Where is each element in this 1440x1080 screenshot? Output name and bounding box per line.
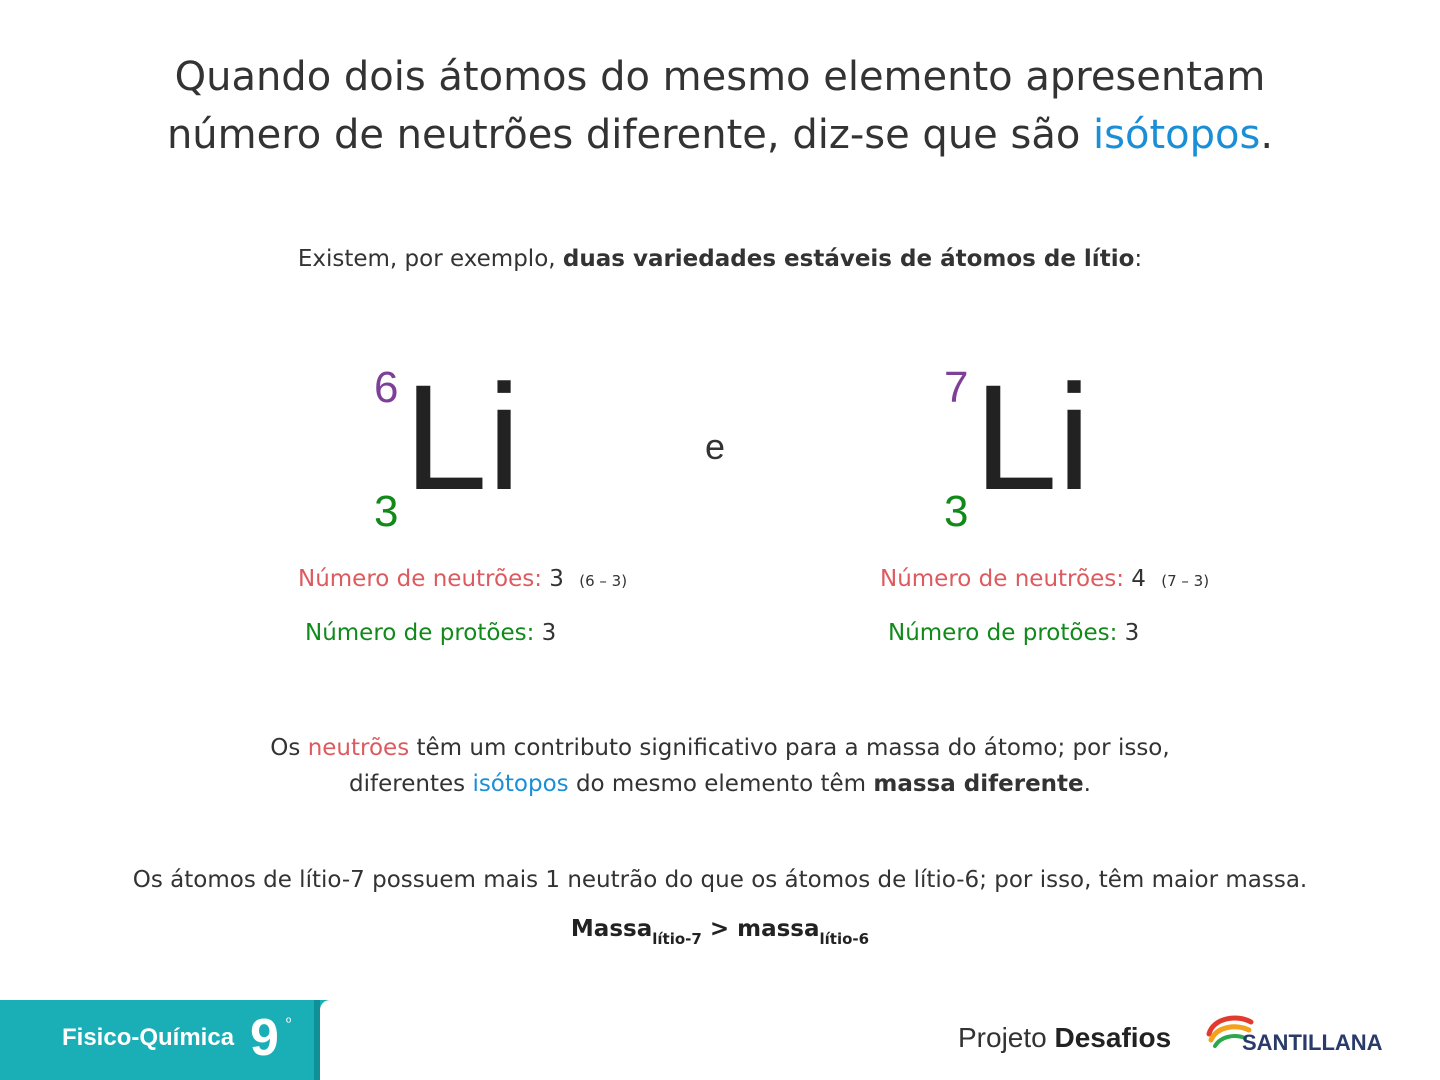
element-symbol: Li xyxy=(974,353,1091,521)
intro-prefix: Existem, por exemplo, xyxy=(297,246,563,272)
neutrons-calc: (7 – 3) xyxy=(1161,572,1210,590)
text-segment: têm um contributo significativo para a massa do átomo; por isso, xyxy=(409,735,1170,761)
subject-label: Fisico-Química xyxy=(62,1024,235,1051)
title-line-1: Quando dois átomos do mesmo elemento apresentam xyxy=(174,54,1266,100)
mass-right-subscript: lítio-6 xyxy=(819,930,870,948)
atomic-number: 3 xyxy=(374,487,399,536)
footer-subject-panel xyxy=(0,1000,314,1080)
title-line-2 xyxy=(0,106,1440,164)
highlight-neutroes: neutrões xyxy=(307,735,410,761)
text-segment: Os xyxy=(270,735,308,761)
atomic-number: 3 xyxy=(944,487,969,536)
paragraph-2-text: Os átomos de lítio-7 possuem mais 1 neutrão do que os átomos de lítio-6; por isso, têm maior massa. xyxy=(132,867,1308,893)
mass-left-subscript: lítio-7 xyxy=(652,930,702,948)
neutrons-label: Número de neutrões: xyxy=(298,566,542,592)
neutron-count-lithium-7 xyxy=(880,566,1209,592)
title-highlight-isotopos: isótopos xyxy=(1093,112,1261,158)
paragraph-line-1 xyxy=(0,730,1440,766)
text-segment: do mesmo elemento têm xyxy=(568,771,874,797)
proton-count-lithium-6 xyxy=(305,620,556,646)
conjunction: e xyxy=(705,426,726,467)
protons-value: 3 xyxy=(541,620,557,646)
neutron-count-lithium-6 xyxy=(298,566,627,592)
proton-count-lithium-7 xyxy=(888,620,1139,646)
slide-title xyxy=(0,48,1440,164)
paragraph-line-2 xyxy=(0,766,1440,802)
mass-number: 6 xyxy=(374,363,399,412)
bold-massa-diferente: massa diferente xyxy=(873,771,1084,797)
neutrons-value: 4 xyxy=(1131,566,1146,592)
element-symbol: Li xyxy=(404,353,521,521)
project-logo xyxy=(958,1022,1171,1054)
title-line-2-prefix: número de neutrões diferente, diz-se que são xyxy=(166,112,1094,158)
mass-explanation-paragraph xyxy=(0,730,1440,802)
greater-than-operator: > xyxy=(701,916,738,942)
neutrons-value: 3 xyxy=(549,566,564,592)
brand-name: SANTILLANA xyxy=(1242,1030,1383,1055)
intro-suffix: : xyxy=(1134,246,1143,272)
text-segment: diferentes xyxy=(349,771,473,797)
intro-text xyxy=(0,246,1440,272)
intro-bold: duas variedades estáveis de átomos de lítio xyxy=(562,246,1135,272)
protons-label: Número de protões: xyxy=(305,620,535,646)
title-line-2-suffix: . xyxy=(1260,112,1274,158)
mass-left: Massa xyxy=(570,916,653,942)
neutrons-label: Número de neutrões: xyxy=(880,566,1124,592)
project-prefix: Projeto xyxy=(958,1022,1055,1053)
grade-number: 9 xyxy=(250,1009,279,1067)
highlight-isotopos: isótopos xyxy=(472,771,569,797)
mass-number: 7 xyxy=(944,363,969,412)
mass-comparison xyxy=(0,916,1440,948)
text-segment: . xyxy=(1083,771,1091,797)
lithium-comparison-paragraph xyxy=(0,862,1440,898)
project-name: Desafios xyxy=(1054,1022,1172,1053)
mass-right: massa xyxy=(737,916,820,942)
neutrons-calc: (6 – 3) xyxy=(579,572,628,590)
protons-value: 3 xyxy=(1124,620,1140,646)
grade-ordinal: º xyxy=(286,1014,292,1030)
protons-label: Número de protões: xyxy=(888,620,1118,646)
